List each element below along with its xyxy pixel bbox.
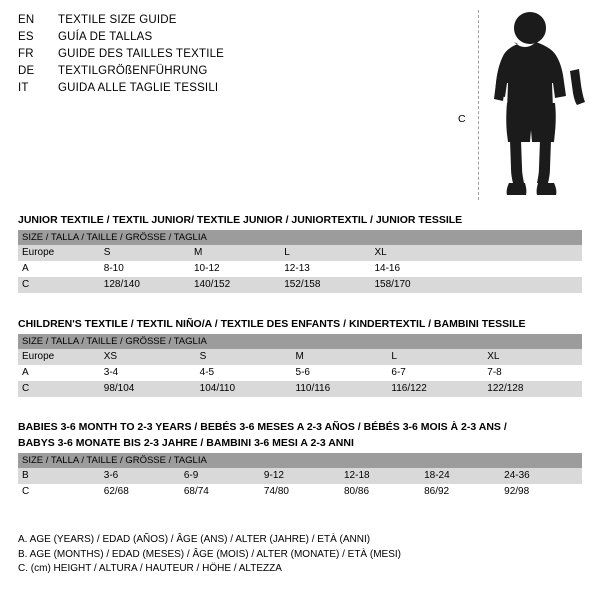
language-code-en: EN — [18, 14, 35, 26]
table-junior-band-label: SIZE / TALLA / TAILLE / GRÖSSE / TAGLIA — [18, 230, 582, 245]
cell-size-s: S — [100, 245, 190, 261]
measure-label-c: C — [458, 113, 466, 125]
cell-height-l: 116/122 — [387, 381, 483, 397]
cell-height-6: 92/98 — [500, 484, 582, 500]
cell-size-l: L — [387, 349, 483, 365]
section-title-children: CHILDREN'S TEXTILE / TEXTIL NIÑO/A / TEXTILE DES ENFANTS / KINDERTEXTIL / BAMBINI TESSILE — [18, 318, 526, 330]
section-babies — [18, 421, 582, 500]
cell-height-4: 80/86 — [340, 484, 420, 500]
table-row — [18, 277, 582, 293]
table-children — [18, 334, 582, 397]
row-label-europe: Europe — [18, 245, 100, 261]
cell-size-xl: XL — [370, 245, 460, 261]
language-code-it: IT — [18, 82, 29, 94]
cell-size-l: L — [280, 245, 370, 261]
table-junior — [18, 230, 582, 293]
cell-height-1: 62/68 — [100, 484, 180, 500]
cell-height-m: 140/152 — [190, 277, 280, 293]
cell-months-6: 24-36 — [500, 468, 582, 484]
table-row — [18, 349, 582, 365]
cell-months-3: 9-12 — [260, 468, 340, 484]
cell-months-2: 6-9 — [180, 468, 260, 484]
cell-height-xl: 122/128 — [483, 381, 582, 397]
section-title-babies-line2: BABYS 3-6 MONATE BIS 2-3 JAHRE / BAMBINI 3-6 MESI A 2-3 ANNI — [18, 437, 354, 449]
header-row-en — [18, 14, 438, 31]
table-children-band-label: SIZE / TALLA / TAILLE / GRÖSSE / TAGLIA — [18, 334, 582, 349]
section-title-junior: JUNIOR TEXTILE / TEXTIL JUNIOR/ TEXTILE JUNIOR / JUNIORTEXTIL / JUNIOR TESSILE — [18, 214, 463, 226]
cell-months-4: 12-18 — [340, 468, 420, 484]
cell-age-l: 6-7 — [387, 365, 483, 381]
legend — [18, 533, 578, 577]
header-row-it — [18, 82, 438, 99]
cell-age-m: 5-6 — [292, 365, 388, 381]
legend-item-c: C. (cm) HEIGHT / ALTURA / HAUTEUR / HÖHE / ALTEZZA — [18, 563, 282, 574]
table-row — [18, 468, 582, 484]
header-row-fr — [18, 48, 438, 65]
cell-height-s: 128/140 — [100, 277, 190, 293]
cell-age-s: 8-10 — [100, 261, 190, 277]
cell-age-xl: 14-16 — [370, 261, 460, 277]
cell-height-5: 86/92 — [420, 484, 500, 500]
section-title-babies-line1: BABIES 3-6 MONTH TO 2-3 YEARS / BEBÉS 3-6 MESES A 2-3 AÑOS / BÉBÉS 3-6 MOIS À 2-3 ANS / — [18, 421, 507, 433]
table-babies-band-label: SIZE / TALLA / TAILLE / GRÖSSE / TAGLIA — [18, 453, 582, 468]
header-row-de — [18, 65, 438, 82]
row-label-c: C — [18, 277, 100, 293]
cell-empty — [461, 245, 582, 261]
row-label-c: C — [18, 381, 100, 397]
section-junior — [18, 214, 582, 293]
cell-age-l: 12-13 — [280, 261, 370, 277]
cell-age-xl: 7-8 — [483, 365, 582, 381]
language-code-es: ES — [18, 31, 34, 43]
row-label-c: C — [18, 484, 100, 500]
table-babies-band-row — [18, 453, 582, 468]
cell-empty — [461, 277, 582, 293]
header-title-es: GUÍA DE TALLAS — [58, 31, 153, 43]
cell-size-m: M — [292, 349, 388, 365]
cell-height-m: 110/116 — [292, 381, 388, 397]
legend-item-a: A. AGE (YEARS) / EDAD (AÑOS) / ÂGE (ANS) / ALTER (JAHRE) / ETÀ (ANNI) — [18, 534, 371, 545]
cell-size-xl: XL — [483, 349, 582, 365]
header — [18, 14, 438, 99]
cell-size-s: S — [196, 349, 292, 365]
row-label-europe: Europe — [18, 349, 100, 365]
cell-age-s: 4-5 — [196, 365, 292, 381]
cell-height-xl: 158/170 — [370, 277, 460, 293]
header-title-it: GUIDA ALLE TAGLIE TESSILI — [58, 82, 219, 94]
row-label-a: A — [18, 261, 100, 277]
table-row — [18, 381, 582, 397]
cell-height-l: 152/158 — [280, 277, 370, 293]
language-code-fr: FR — [18, 48, 34, 60]
table-row — [18, 365, 582, 381]
cell-height-3: 74/80 — [260, 484, 340, 500]
cell-months-5: 18-24 — [420, 468, 500, 484]
figure-child-height — [444, 8, 594, 203]
cell-size-xs: XS — [100, 349, 196, 365]
table-children-band-row — [18, 334, 582, 349]
header-row-es — [18, 31, 438, 48]
row-label-b: B — [18, 468, 100, 484]
table-row — [18, 484, 582, 500]
cell-size-m: M — [190, 245, 280, 261]
cell-height-s: 104/110 — [196, 381, 292, 397]
cell-age-m: 10-12 — [190, 261, 280, 277]
table-junior-band-row — [18, 230, 582, 245]
header-title-en: TEXTILE SIZE GUIDE — [58, 14, 177, 26]
cell-height-2: 68/74 — [180, 484, 260, 500]
cell-age-xs: 3-4 — [100, 365, 196, 381]
section-children — [18, 318, 582, 397]
cell-height-xs: 98/104 — [100, 381, 196, 397]
header-title-de: TEXTILGRÖßENFÜHRUNG — [58, 65, 208, 77]
cell-empty — [461, 261, 582, 277]
table-babies — [18, 453, 582, 500]
table-row — [18, 245, 582, 261]
header-title-fr: GUIDE DES TAILLES TEXTILE — [58, 48, 225, 60]
child-silhouette-icon — [482, 8, 594, 203]
cell-months-1: 3-6 — [100, 468, 180, 484]
legend-item-b: B. AGE (MONTHS) / EDAD (MESES) / ÂGE (MOIS) / ALTER (MONATE) / ETÀ (MESI) — [18, 548, 401, 560]
language-code-de: DE — [18, 65, 35, 77]
row-label-a: A — [18, 365, 100, 381]
measure-dashed-line — [478, 10, 479, 200]
table-row — [18, 261, 582, 277]
